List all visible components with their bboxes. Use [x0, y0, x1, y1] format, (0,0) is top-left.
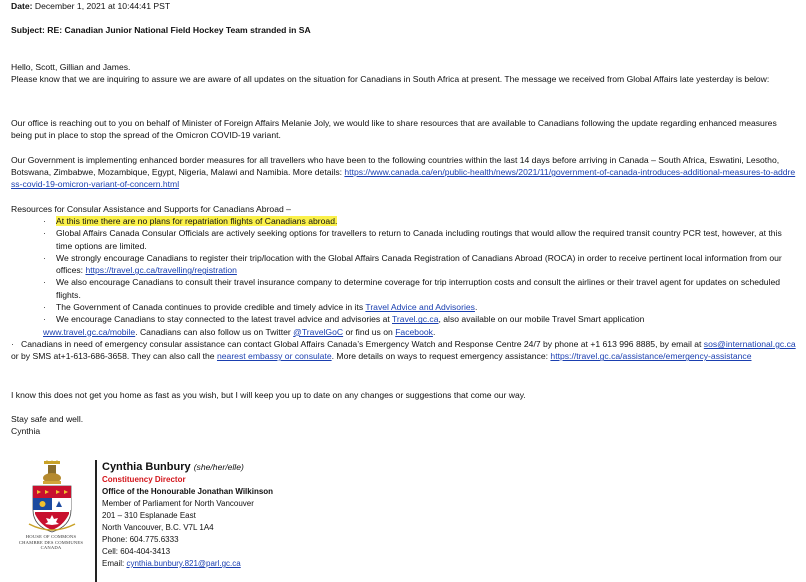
bullet: ·: [43, 228, 46, 239]
signature-address-2: North Vancouver, B.C. V7L 1A4: [102, 523, 214, 532]
greeting: Hello, Scott, Gillian and James.: [11, 61, 131, 72]
list-item: [11, 215, 797, 227]
facebook-link[interactable]: Facebook: [395, 326, 433, 337]
signature-email-link[interactable]: cynthia.bunbury.821@parl.gc.ca: [126, 559, 241, 568]
signature-office: Office of the Honourable Jonathan Wilkinson: [102, 487, 274, 496]
travel-advice-link[interactable]: Travel Advice and Advisories: [365, 302, 475, 313]
list-item: · Global Affairs Canada Consular Officials are actively seeking options for travellers to return to Canada including routings that would allow the required transit country PCR test, however, at this time options are limited.: [43, 228, 782, 251]
intro-paragraph: Please know that we are inquiring to assure we are aware of all updates on the situation for Canadians in South Africa at present. The message we received from Global Affairs late yesterday is below:: [11, 73, 770, 84]
email-body: [11, 0, 797, 437]
bullet: ·: [43, 215, 46, 226]
signature-email: Email: cynthia.bunbury.821@parl.gc.ca: [102, 559, 241, 568]
crest-caption: HOUSE OF COMMONS CHAMBRE DES COMMUNES CANADA: [18, 534, 84, 551]
highlighted-text: At this time there are no plans for repatriation flights of Canadians abroad.: [56, 215, 338, 226]
resources-heading: Resources for Consular Assistance and Supports for Canadians Abroad –: [11, 203, 291, 214]
signature-phone: Phone: 604.775.6333: [102, 535, 179, 544]
bullet: ·: [43, 252, 46, 263]
paragraph-1: Our office is reaching out to you on behalf of Minister of Foreign Affairs Melanie Joly, we would like to share resources that are available to Canadians following the update regarding enhanced measures being put in place to stop the spread of the Omicron COVID-19 variant.: [11, 118, 777, 141]
list-item: · The Government of Canada continues to provide credible and timely advice in its Travel Advice and Advisories.: [43, 302, 478, 313]
closing-line: I know this does not get you home as fast as you wish, but I will keep you up to date on any changes or suggestions that come our way.: [11, 389, 526, 400]
embassy-link[interactable]: nearest embassy or consulate: [216, 351, 332, 362]
signature-divider: [95, 460, 97, 582]
date-line: Date: December 1, 2021 at 10:44:41 PST: [11, 1, 171, 11]
signature-member: Member of Parliament for North Vancouver: [102, 499, 254, 508]
sign-off: Stay safe and well.: [11, 413, 84, 424]
subject-line: Subject: RE: Canadian Junior National Field Hockey Team stranded in SA: [11, 25, 311, 36]
travel-gc-link[interactable]: Travel.gc.ca: [392, 314, 439, 325]
list-item: · We strongly encourage Canadians to register their trip/location with the Global Affairs Canada Registration of Canadians Abroad (ROCA) in order to receive pertinent local information from our offices: https://travel.gc.ca/travelling/registration: [43, 252, 782, 276]
signature-name: Cynthia Bunbury (she/her/elle): [102, 461, 244, 473]
bullet: ·: [11, 338, 14, 349]
signature-text: [102, 460, 273, 570]
bullet: ·: [43, 277, 46, 288]
emergency-assistance-link[interactable]: https://travel.gc.ca/assistance/emergency-assistance: [550, 351, 752, 362]
email-signature: [11, 458, 411, 582]
signature-role: Constituency Director: [102, 475, 186, 484]
signature-cell: Cell: 604-404-3413: [102, 547, 171, 556]
registration-link[interactable]: https://travel.gc.ca/travelling/registration: [85, 265, 237, 276]
list-item: · Canadians in need of emergency consular assistance can contact Global Affairs Canada’s Emergency Watch and Response Centre 24/7 by phone at +1 613 996 8885, by email at sos@international.gc.ca or by SMS at+1-613-686-3658. They can also call the nearest embassy or consulate. More details on ways to request emergency assistance: https://travel.gc.ca/assistance/emergency-assistance: [11, 338, 796, 362]
mobile-app-link[interactable]: www.travel.gc.ca/mobile: [43, 326, 136, 337]
sos-email-link[interactable]: sos@international.gc.ca: [703, 338, 796, 349]
bullet: ·: [43, 314, 46, 325]
canada-news-link[interactable]: https://www.canada.ca/en/public-health/news/2021/11/government-of-canada-introduces-additional-measures-to-address-covid-19-omicron-variant-of-concern.html: [11, 167, 796, 190]
bullet: ·: [43, 302, 46, 313]
list-item: · We encourage Canadians to stay connected to the latest travel advice and advisories at Travel.gc.ca, also available on our mobile Travel Smart application: [43, 314, 645, 325]
pronouns: (she/her/elle): [193, 462, 244, 472]
list-item: · We also encourage Canadians to consult their travel insurance company to determine coverage for trip interruption costs and consult the airlines or their travel agent for updates on scheduled flights.: [43, 277, 781, 300]
list-item-continued: www.travel.gc.ca/mobile. Canadians can also follow us on Twitter @TravelGoC or find us on Facebook.: [43, 326, 436, 337]
twitter-link[interactable]: @TravelGoC: [293, 326, 344, 337]
signature-address-1: 201 – 310 Esplanade East: [102, 511, 196, 520]
sender-first-name: Cynthia: [11, 426, 41, 437]
paragraph-2: Our Government is implementing enhanced border measures for all travellers who have been to the following countries within the last 14 days before arriving in Canada – South Africa, Eswatini, Lesotho, Botswana, Zimbabwe, Mozambique, Egypt, Nigeria, Malawi and Namibia. More details: https://www.canada.ca/en/public-health/news/2021/11/government-of-canada-introduces-additional-measures-to-address-covid-19-omicron-variant-of-concern.html: [11, 154, 796, 190]
